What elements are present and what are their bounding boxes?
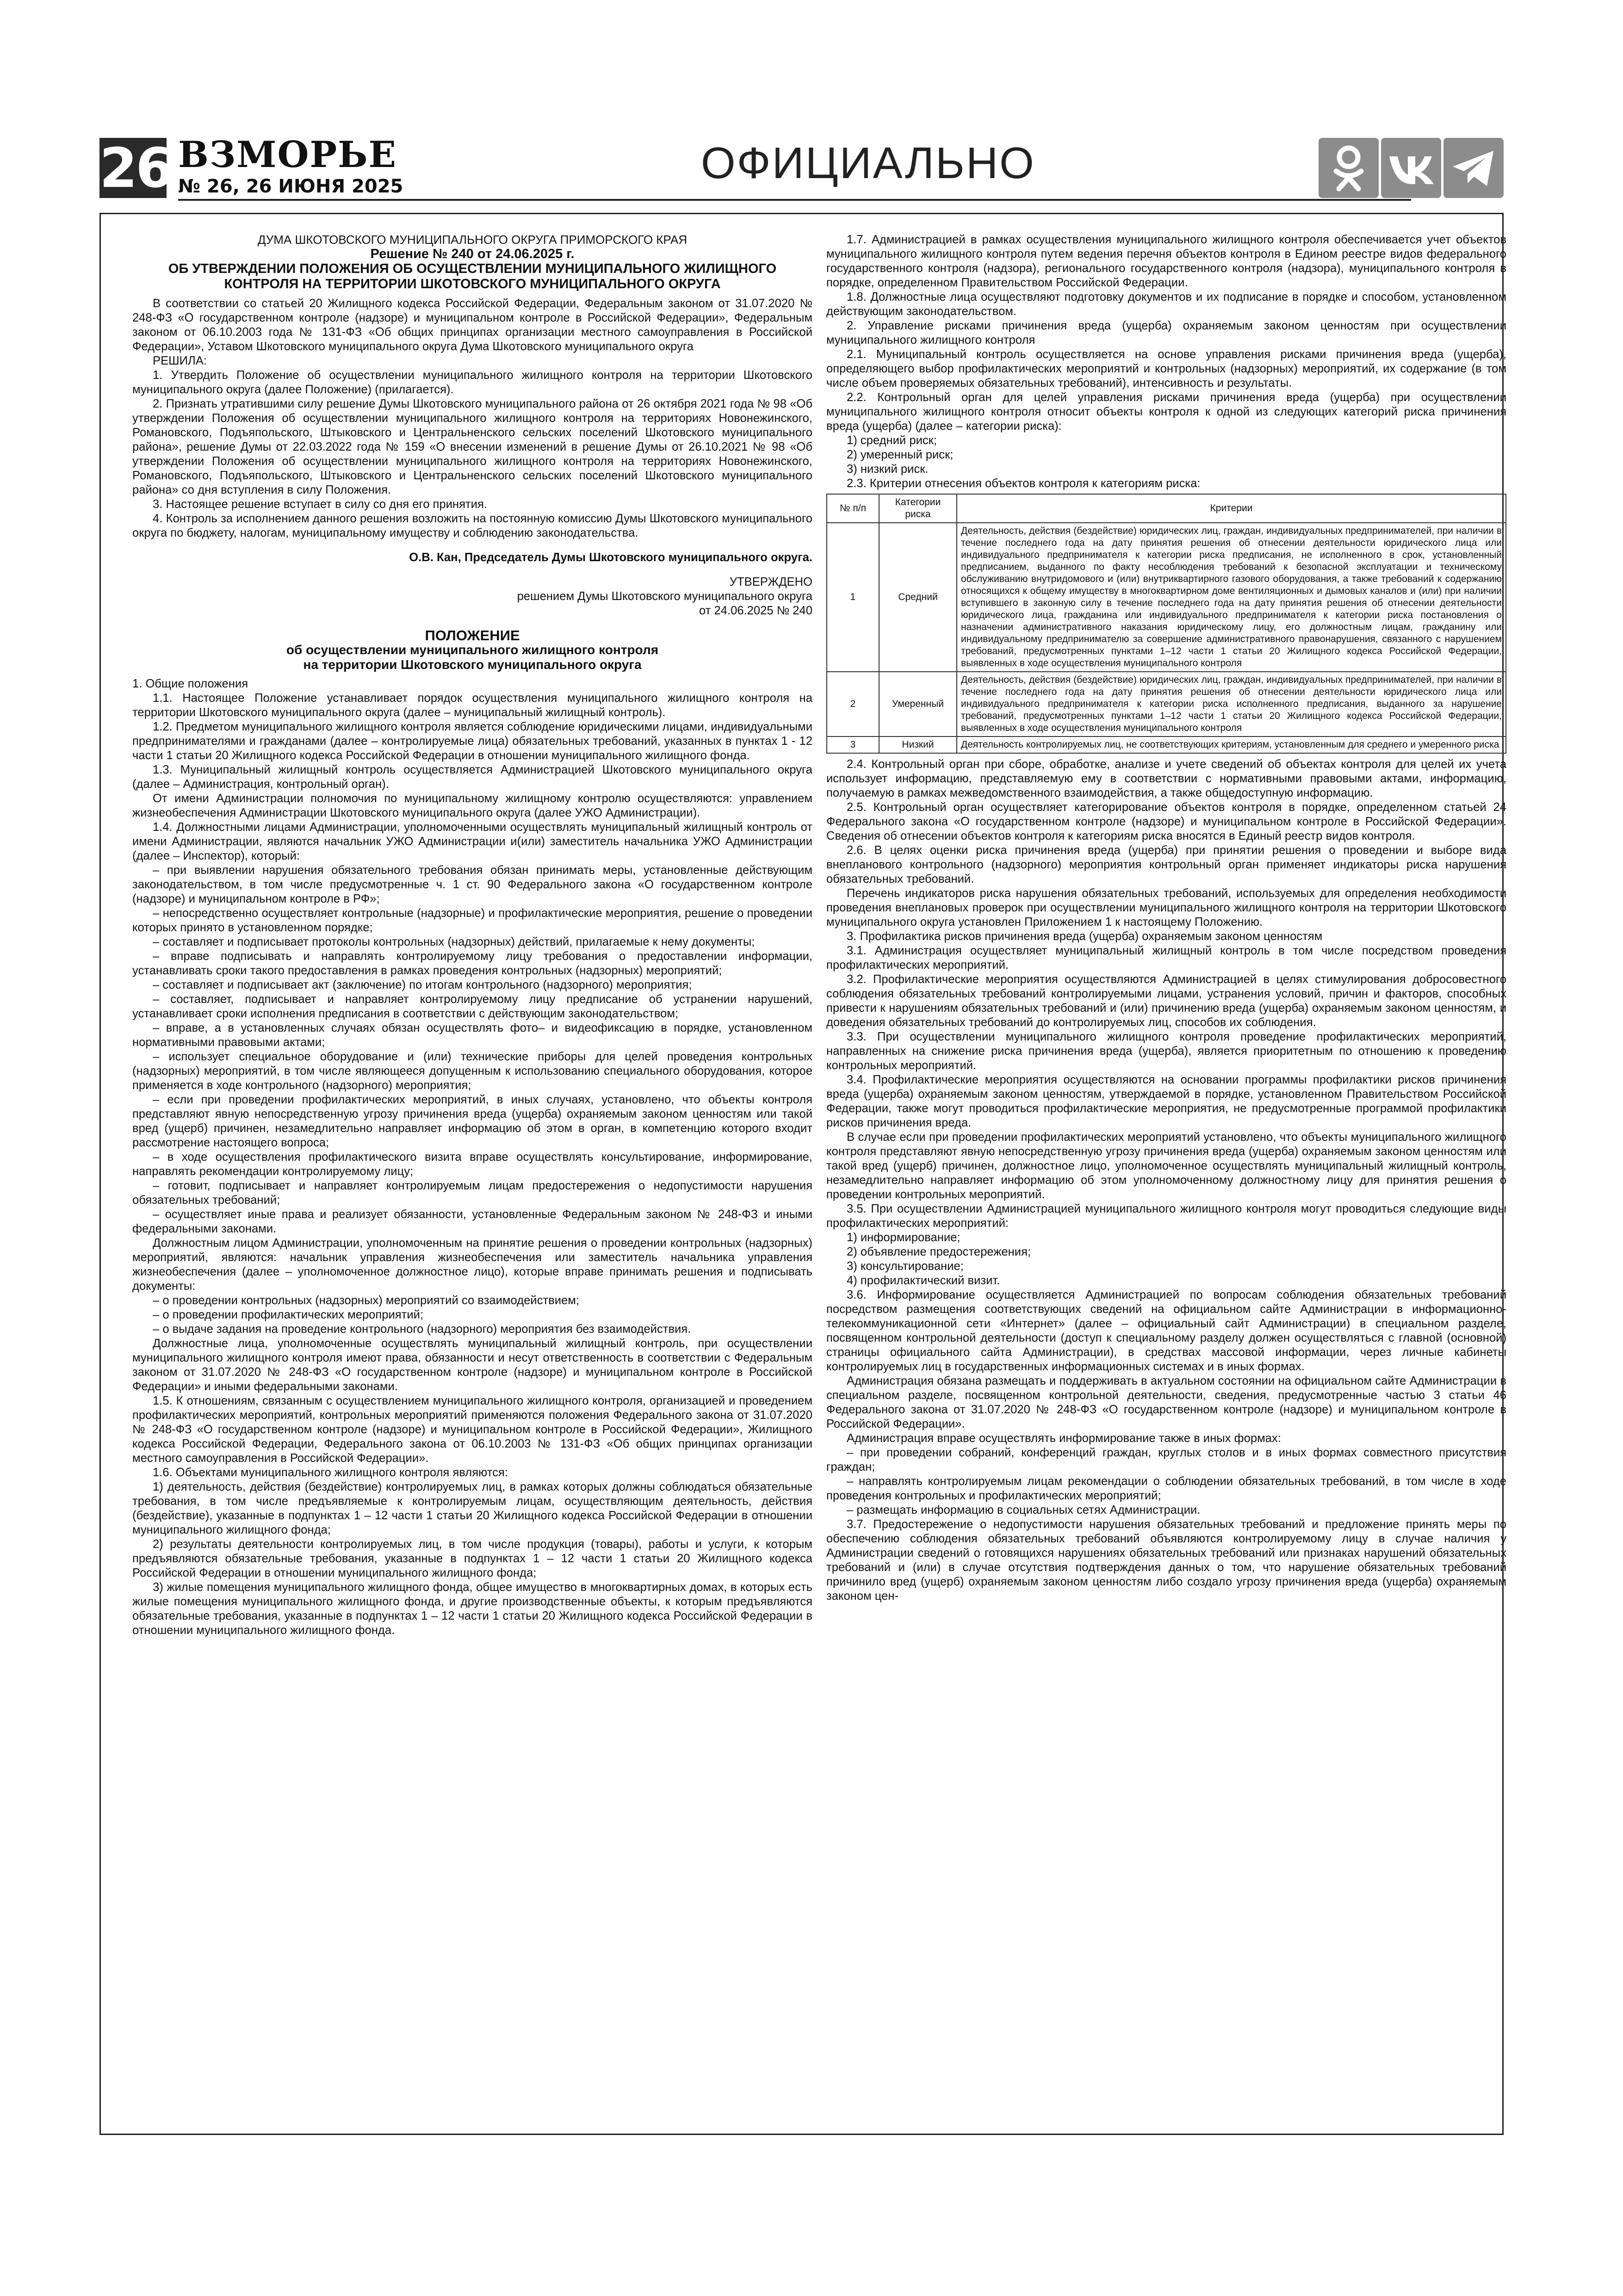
paragraph: 2.3. Критерии отнесения объектов контроля к категориям риска:	[847, 477, 1201, 490]
table-header-cell: Критерии	[957, 494, 1506, 523]
paragraph: 2) объявление предостережения;	[847, 1245, 1031, 1258]
paragraph: – о проведении контрольных (надзорных) мероприятий со взаимодействием;	[153, 1294, 579, 1307]
left-column	[132, 233, 812, 2120]
decision-preamble: В соответствии со статьей 20 Жилищного кодекса Российской Федерации, Федеральным законом от 31.07.2020 № 248-ФЗ «О государственном контроле (надзоре) и муниципальном контроле в Российской Федерации», Федеральным законом от 06.10.2003 года № 131-ФЗ «Об общих принципах организации местного самоуправления в Российской Федерации», Уставом Шкотовского муниципального округа Дума Шкотовского муниципального округа	[132, 297, 812, 353]
paragraph: 3.2. Профилактические мероприятия осуществляются Администрацией в целях стимулирования добросовестного соблюдения обязательных требований контролируемыми лицами, устранения условий, причин и факторов, способных привести к нарушениям обязательных требований и (или) причинению вреда (ущерба) охраняемым законом ценностям, и доведения обязательных требований до контролируемых лиц, способов их соблюдения.	[826, 973, 1506, 1029]
paragraph: 1) средний риск;	[847, 434, 937, 447]
decision-title: ОБ УТВЕРЖДЕНИИ ПОЛОЖЕНИЯ ОБ ОСУЩЕСТВЛЕНИИ МУНИЦИПАЛЬНОГО ЖИЛИЩНОГО КОНТРОЛЯ НА ТЕРРИТОРИИ ШКОТОВСКОГО МУНИЦИПАЛЬНОГО ОКРУГА	[168, 261, 777, 291]
paragraph: 1. Общие положения	[132, 677, 248, 690]
paragraph: Администрация вправе осуществлять информирование также в иных формах:	[847, 1432, 1281, 1445]
vk-icon[interactable]	[1381, 138, 1441, 198]
table-cell: 1	[827, 523, 879, 672]
decision-item: 2. Признать утратившими силу решение Думы Шкотовского муниципального района от 26 октября 2021 года № 98 «Об утверждении Положения об осуществлении муниципального жилищного контроля на территориях Новонежинского, Романовского, Подъяпольского, Штыковского и Центральненского сельских поселений Шкотовского муниципального района», решение Думы от 22.03.2022 года № 159 «О внесении изменений в решение Думы от 26.10.2021 № 98 «Об утверждении Положения об осуществлении муниципального жилищного контроля на территориях Новонежинского, Романовского, Подъяпольского, Штыковского и Центральненского сельских поселений Шкотовского муниципального района» со дня вступления в силу Положения.	[132, 397, 812, 496]
table-cell: Средний	[879, 523, 957, 672]
paragraph: 1.7. Администрацией в рамках осуществления муниципального жилищного контроля обеспечивается учет объектов муниципального жилищного контроля путем ведения перечня объектов контроля в Едином реестре видов федерального государственного контроля (надзора), регионального государственного контроля (надзора), муниципального контроля в порядке, определенном Правительством Российской Федерации.	[826, 233, 1506, 289]
issue-info: № 26, 26 ИЮНЯ 2025	[178, 176, 403, 197]
paragraph: Перечень индикаторов риска нарушения обязательных требований, используемых для определения необходимости проведения внеплановых проверок при осуществлении муниципального жилищного контроля на территории Шкотовского муниципального округа установлен Приложением 1 к настоящему Положению.	[826, 887, 1506, 928]
paragraph: – при проведении собраний, конференций граждан, круглых столов и в иных формах совместного присутствия граждан;	[826, 1446, 1506, 1473]
decision-item: 1. Утвердить Положение об осуществлении муниципального жилищного контроля на территории Шкотовского муниципального округа (далее Положение) (прилагается).	[132, 369, 812, 396]
approved-line: УТВЕРЖДЕНО	[729, 576, 812, 588]
paragraph: 3.5. При осуществлении Администрацией муниципального жилищного контроля могут проводиться следующие виды профилактических мероприятий:	[826, 1202, 1506, 1230]
paragraph: 1.4. Должностными лицами Администрации, уполномоченными осуществлять муниципальный жилищный контроль от имени Администрации, являются начальник УЖО Администрации и(или) заместитель начальника УЖО Администрации (далее – Инспектор), который:	[132, 821, 812, 862]
table-cell: Деятельность, действия (бездействие) юридических лиц, граждан, индивидуальных предпринимателей, при наличии в течение последнего года на дату принятия решения об отнесении деятельности юридического лица или индивидуального предпринимателя к категории риска предписания, не исполненного в срок, установленный предписанием, выданного по факту несоблюдения требований к безопасной эксплуатации и техническому обслуживанию внутридомового и (или) внутриквартирного газового оборудования, а также требований к содержанию относящихся к общему имуществу в многоквартирном доме вентиляционных и дымовых каналов и (или) при наличии вступившего в законную силу в течение последнего года на дату принятия решения об отнесении деятельности юридического лица, гражданина или индивидуального предпринимателя к категории риска постановления о назначении административного наказания юридическому лицу, его должностным лицам, гражданину или индивидуальному предпринимателю за совершение административного правонарушения, связанного с нарушением требований, предусмотренных пунктами 1–12 части 1 статьи 20 Жилищного кодекса Российской Федерации, выявленных в ходе осуществления муниципального контроля	[957, 523, 1506, 672]
table-cell: Умеренный	[879, 672, 957, 736]
regulation-text-left	[132, 677, 812, 1638]
table-row	[827, 672, 1506, 736]
paragraph: 3.1. Администрация осуществляет муниципальный жилищный контроль в том числе посредством проведения профилактических мероприятий.	[826, 944, 1506, 972]
paragraph: 1.3. Муниципальный жилищный контроль осуществляется Администрацией Шкотовского муниципального округа (далее – Администрация, контрольный орган).	[132, 763, 812, 791]
paragraph: – осуществляет иные права и реализует обязанности, установленные Федеральным законом № 248-ФЗ и иными федеральными законами.	[132, 1208, 812, 1235]
paragraph: – направлять контролируемым лицам рекомендации о соблюдении обязательных требований, в том числе в ходе проведения контрольных и профилактических мероприятий;	[826, 1475, 1506, 1502]
paragraph: – если при проведении профилактических мероприятий, в иных случаях, установлено, что объекты контроля представляют явную непосредственную угрозу причинения вреда (ущерба) охраняемым законом ценностям или такой вред (ущерб) причинен, незамедлительно направляет информацию об этом в орган, в компетенцию которого входит рассмотрение настоящего вопроса;	[132, 1093, 812, 1149]
paragraph: 2) умеренный риск;	[847, 448, 954, 461]
paragraph: От имени Администрации полномочия по муниципальному жилищному контролю осуществляются: управлением жизнеобеспечения Администрации Шкотовского муниципального округа (далее УЖО Администрации).	[132, 792, 812, 819]
paragraph: Должностным лицом Администрации, уполномоченным на принятие решения о проведении контрольных (надзорных) мероприятий, являются: начальник управления жизнеобеспечения или заместитель начальника управления жизнеобеспечения (далее – уполномоченное должностное лицо), которые вправе принимать решения и подписывать документы:	[132, 1237, 812, 1293]
paragraph: 1.6. Объектами муниципального жилищного контроля являются:	[153, 1466, 508, 1479]
table-row	[827, 736, 1506, 753]
paragraph: – использует специальное оборудование и (или) технические приборы для целей проведения контрольных (надзорных) мероприятий, в том числе являющееся допущенным к использованию специального оборудования, которое применяется в ходе контрольного (надзорного) мероприятия;	[132, 1050, 812, 1092]
decision-number: Решение № 240 от 24.06.2025 г.	[370, 247, 575, 261]
approved-line: решением Думы Шкотовского муниципального округа	[517, 590, 812, 603]
article-frame	[99, 213, 1504, 2135]
paragraph: – составляет и подписывает протоколы контрольных (надзорных) действий, прилагаемые к нему документы;	[153, 935, 755, 948]
paragraph: – о проведении профилактических мероприятий;	[153, 1308, 424, 1321]
paragraph: 3) консультирование;	[847, 1260, 964, 1273]
paragraph: 2.1. Муниципальный контроль осуществляется на основе управления рисками причинения вреда (ущерба), определяющего выбор профилактических мероприятий и контрольных (надзорных) мероприятий, их содержание (в том числе объем проверяемых обязательных требований), интенсивность и результаты.	[826, 348, 1506, 390]
paragraph: 3.3. При осуществлении муниципального жилищного контроля проведение профилактических мероприятий, направленных на снижение риска причинения вреда (ущерба), является приоритетным по отношению к проведению контрольных мероприятий.	[826, 1030, 1506, 1072]
paragraph: 3.6. Информирование осуществляется Администрацией по вопросам соблюдения обязательных требований посредством размещения соответствующих сведений на официальном сайте Администрации в информационно-телекоммуникационной сети «Интернет» (далее – официальный сайт Администрации) в специальном разделе, посвященном контрольной деятельности (доступ к специальному разделу должен осуществляться с главной (основной) страницы официального сайта Администрации), в средствах массовой информации, через личные кабинеты контролируемых лиц в государственных информационных системах и в иных формах.	[826, 1288, 1506, 1373]
paragraph: 1.2. Предметом муниципального жилищного контроля является соблюдение юридическими лицами, индивидуальными предпринимателями и гражданами (далее – контролируемые лица) обязательных требований, указанных в пунктах 1 - 12 части 1 статьи 20 Жилищного кодекса Российской Федерации в отношении муниципального жилищного фонда.	[132, 720, 812, 762]
paragraph: 1.8. Должностные лица осуществляют подготовку документов и их подписание в порядке и способом, установленном действующим законодательством.	[826, 291, 1506, 318]
masthead-rule	[178, 199, 1411, 201]
table-header-cell: Категории риска	[879, 494, 957, 523]
paragraph: – в ходе осуществления профилактического визита вправе осуществлять консультирование, информирование, направлять рекомендации контролируемому лицу;	[132, 1151, 812, 1178]
newspaper-logo: ВЗМОРЬЕ	[178, 134, 397, 176]
paragraph: – непосредственно осуществляет контрольные (надзорные) и профилактические мероприятия, решение о проведении которых принято в установленном порядке;	[132, 907, 812, 934]
paragraph: 3. Профилактика рисков причинения вреда (ущерба) охраняемым законом ценностям	[847, 930, 1323, 943]
paragraph: – при выявлении нарушения обязательного требования обязан принимать меры, установленные действующим законодательством, в том числе предусмотренные ч. 1 ст. 90 Федерального закона «О государственном контроле (надзоре) и муниципальном контроле в РФ»;	[132, 864, 812, 905]
paragraph: – вправе подписывать и направлять контролируемому лицу требования о предоставлении информации, устанавливать сроки такого предоставления в рамках проведения контрольных (надзорных) мероприятий;	[132, 950, 812, 977]
paragraph: 2.2. Контрольный орган для целей управления рисками причинения вреда (ущерба) при осуществлении муниципального жилищного контроля относит объекты контроля к одной из следующих категорий риска причинения вреда (ущерба) (далее – категории риска):	[826, 391, 1506, 433]
paragraph: – составляет, подписывает и направляет контролируемому лицу предписание об устранении нарушений, устанавливает сроки исполнения предписания в соответствии с действующим законодательством;	[132, 993, 812, 1020]
page-number: 26	[99, 136, 172, 200]
regulation-text-right-bottom	[826, 757, 1506, 1603]
ok-icon[interactable]	[1319, 138, 1379, 198]
paragraph: 1) информирование;	[847, 1231, 960, 1244]
paragraph: Должностные лица, уполномоченные осуществлять муниципальный жилищный контроль, при осуществлении муниципального жилищного контроля имеют права, обязанности и несут ответственность в соответствии с Федеральным законом от 31.07.2020 № 248-ФЗ «О государственном контроле (надзоре) и муниципальном контроле в Российской Федерации» и иными федеральными законами.	[132, 1337, 812, 1393]
paragraph: В случае если при проведении профилактических мероприятий установлено, что объекты муниципального жилищного контроля представляют явную непосредственную угрозу причинения вреда (ущерба) охраняемым законом ценностям или такой вред (ущерб) причинен, должностное лицо, уполномоченное осуществлять муниципальный жилищный контроль, незамедлительно направляет информацию об этом уполномоченному должностному лицу для принятия решения о проведении контрольных мероприятий.	[826, 1131, 1506, 1201]
paragraph: 3.7. Предостережение о недопустимости нарушения обязательных требований и предложение принять меры по обеспечению соблюдения обязательных требований объявляются контролируемому лицу в случае наличия у Администрации сведений о готовящихся нарушениях обязательных требований или признаках нарушений обязательных требований и (или) в случае отсутствия подтверждения данных о том, что нарушение обязательных требований причинило вред (ущерб) охраняемым законом ценностям либо создало угрозу причинения вреда (ущерба) охраняемым законом цен-	[826, 1518, 1506, 1603]
paragraph: 2) результаты деятельности контролируемых лиц, в том числе продукция (товары), работы и услуги, к которым предъявляются обязательные требования, указанные в подпунктах 1 – 12 части 1 статьи 20 Жилищного кодекса Российской Федерации в отношении муниципального жилищного фонда;	[132, 1538, 812, 1579]
decision-org: ДУМА ШКОТОВСКОГО МУНИЦИПАЛЬНОГО ОКРУГА ПРИМОРСКОГО КРАЯ	[257, 233, 688, 247]
paragraph: 3) низкий риск.	[847, 463, 929, 476]
decision-item: 3. Настоящее решение вступает в силу со дня его принятия.	[153, 498, 487, 511]
regulation-text-right-top	[826, 233, 1506, 491]
paragraph: 3) жилые помещения муниципального жилищного фонда, общее имущество в многоквартирных домах, в которых есть жилые помещения муниципального жилищного фонда, и другие производственные объекты, к которым предъявляются обязательные требования, указанные в подпунктах 1 – 12 части 1 статьи 20 Жилищного кодекса Российской Федерации в отношении муниципального жилищного фонда.	[132, 1581, 812, 1637]
regulation-subtitle: на территории Шкотовского муниципального округа	[303, 657, 642, 672]
table-header-cell: № п/п	[827, 494, 879, 523]
signature: О.В. Кан, Председатель Думы Шкотовского муниципального округа.	[409, 551, 812, 564]
paragraph: 2.5. Контрольный орган осуществляет категорирование объектов контроля в порядке, определенном статьей 24 Федерального закона «О государственном контроле (надзоре) и муниципальном контроле в Российской Федерации». Сведения об отнесении объектов контроля к категориям риска вносятся в Единый реестр видов контроля.	[826, 801, 1506, 842]
table-cell: 2	[827, 672, 879, 736]
section-title: ОФИЦИАЛЬНО	[701, 138, 1035, 188]
paragraph: 2. Управление рисками причинения вреда (ущерба) охраняемым законом ценностям при осуществлении муниципального жилищного контроля	[826, 319, 1506, 347]
paragraph: – составляет и подписывает акт (заключение) по итогам контрольного (надзорного) мероприятия;	[153, 978, 692, 991]
telegram-icon[interactable]	[1443, 138, 1504, 198]
paragraph: 1.5. К отношениям, связанным с осуществлением муниципального жилищного контроля, организацией и проведением профилактических мероприятий, контрольных мероприятий применяются положения Федерального закона от 31.07.2020 № 248-ФЗ «О государственном контроле (надзоре) и муниципальном контроле в Российской Федерации», Жилищного кодекса Российской Федерации, Федерального закона от 06.10.2003 № 131-ФЗ «Об общих принципах организации местного самоуправления в Российской Федерации».	[132, 1394, 812, 1465]
table-cell: Деятельность контролируемых лиц, не соответствующих критериям, установленным для среднего и умеренного риска	[957, 736, 1506, 753]
decision-item: 4. Контроль за исполнением данного решения возложить на постоянную комиссию Думы Шкотовского муниципального округа по бюджету, налогам, муниципальному имуществу и соблюдению законодательства.	[132, 512, 812, 539]
paragraph: 3.4. Профилактические мероприятия осуществляются на основании программы профилактики рисков причинения вреда (ущерба) охраняемым законом ценностям, утверждаемой в порядке, установленном Правительством Российской Федерации, также могут проводиться профилактические мероприятия, не предусмотренные программой профилактики рисков причинения вреда.	[826, 1073, 1506, 1129]
table-cell: Низкий	[879, 736, 957, 753]
paragraph: 1) деятельность, действия (бездействие) контролируемых лиц, в рамках которых должны соблюдаться обязательные требования, в том числе предъявляемые к контролируемым лицам, осуществляющим деятельность, действия (бездействие), указанные в подпунктах 1 – 12 части 1 статьи 20 Жилищного кодекса Российской Федерации в отношении муниципального жилищного фонда;	[132, 1480, 812, 1536]
paragraph: – о выдаче задания на проведение контрольного (надзорного) мероприятия без взаимодействия.	[153, 1323, 691, 1336]
table-row	[827, 523, 1506, 672]
paragraph: 2.6. В целях оценки риска причинения вреда (ущерба) при принятии решения о проведении и выборе вида внепланового контрольного (надзорного) мероприятия контрольный орган применяет индикаторы риска нарушения обязательных требований.	[826, 844, 1506, 885]
paragraph: – вправе, а в установленных случаях обязан осуществлять фото– и видеофиксацию в порядке, установленном нормативными правовыми актами;	[132, 1021, 812, 1049]
table-cell: 3	[827, 736, 879, 753]
table-header-row	[827, 494, 1506, 523]
masthead	[99, 134, 1504, 204]
paragraph: 4) профилактический визит.	[847, 1274, 1000, 1287]
table-cell: Деятельность, действия (бездействие) юридических лиц, граждан, индивидуальных предпринимателей, при наличии в течение последнего года на дату принятия решения об отнесении деятельности юридического лица или индивидуального предпринимателя к категории риска исполненного предписания, выданного за нарушение требований, предусмотренных пунктами 1–12 части 1 статьи 20 Жилищного кодекса Российской Федерации, выявленных в ходе осуществления муниципального контроля	[957, 672, 1506, 736]
regulation-title: ПОЛОЖЕНИЕ	[425, 627, 520, 644]
paragraph: – готовит, подписывает и направляет контролируемым лицам предостережения о недопустимости нарушения обязательных требований;	[132, 1179, 812, 1207]
paragraph: 2.4. Контрольный орган при сборе, обработке, анализе и учете сведений об объектах контроля для целей их учета использует информацию, представляемую ему в соответствии с нормативными правовыми актами, информацию, получаемую в рамках межведомственного взаимодействия, а также общедоступную информацию.	[826, 758, 1506, 799]
paragraph: 1.1. Настоящее Положение устанавливает порядок осуществления муниципального жилищного контроля на территории Шкотовского муниципального округа (далее – муниципальный жилищный контроль).	[132, 692, 812, 719]
right-column	[826, 233, 1506, 2120]
decision-resolved: РЕШИЛА:	[153, 354, 207, 367]
risk-criteria-table	[826, 494, 1506, 754]
approved-line: от 24.06.2025 № 240	[699, 604, 812, 617]
paragraph: – размещать информацию в социальных сетях Администрации.	[847, 1504, 1201, 1516]
regulation-subtitle: об осуществлении муниципального жилищного контроля	[286, 643, 659, 657]
paragraph: Администрация обязана размещать и поддерживать в актуальном состоянии на официальном сайте Администрации в специальном разделе, посвященном контрольной деятельности, сведения, предусмотренные частью 3 статьи 46 Федерального закона от 31.07.2020 № 248-ФЗ «О государственном контроле (надзоре) и муниципальном контроле в Российской Федерации».	[826, 1374, 1506, 1430]
